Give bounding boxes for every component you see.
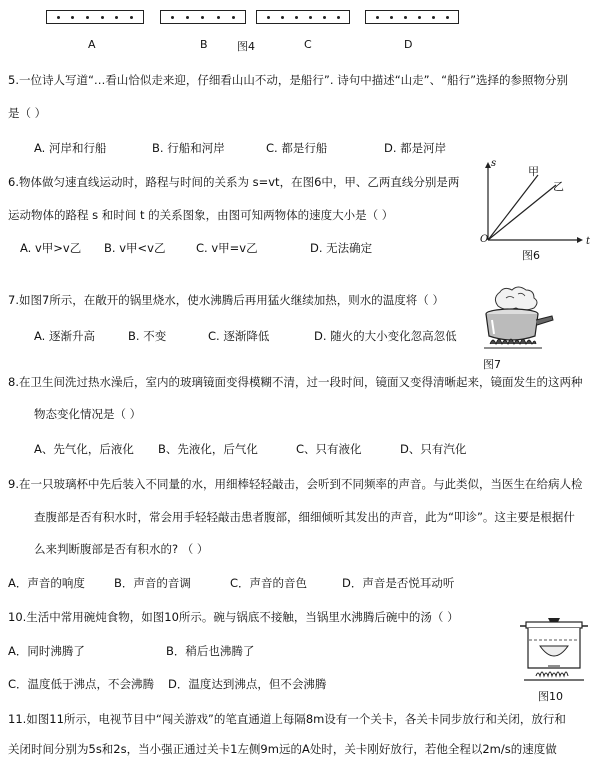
q11-text-line2: 关闭时间分别为5s和2s，当小强正通过关卡1左侧9m远的A处时，关卡刚好放行，若他全程以2m/s的速度做 [8, 742, 557, 756]
q6-option-a: A. v甲>v乙 [20, 241, 82, 255]
fig4-label-d: D [404, 38, 413, 51]
q7-option-c: C. 逐渐降低 [208, 329, 270, 343]
q8-text-line1: 8.在卫生间洗过热水澡后，室内的玻璃镜面变得模糊不清，过一段时间，镜面又变得清晰起来，镜面发生的这两种 [8, 375, 583, 389]
q5-option-a: A. 河岸和行船 [34, 141, 107, 155]
q10-text: 10.生活中常用碗炖食物，如图10所示。碗与锅底不接触，当锅里水沸腾后碗中的汤（ ） [8, 610, 459, 624]
q9-option-a: A．声音的响度 [8, 576, 85, 590]
q9-option-b: B．声音的音调 [114, 576, 191, 590]
q6-option-d: D. 无法确定 [310, 241, 373, 255]
q5-text-line2: 是（ ） [8, 106, 47, 120]
q8-option-d: D、只有汽化 [400, 442, 467, 456]
fig6-line-jia-label: 甲 [528, 165, 539, 178]
q10-option-d: D．温度达到沸点，但不会沸腾 [168, 677, 327, 691]
q5-option-c: C. 都是行船 [266, 141, 328, 155]
q10-option-c: C．温度低于沸点，不会沸腾 [8, 677, 155, 691]
figure-7-boiling-pot-illustration [476, 284, 556, 358]
q9-option-c: C．声音的音色 [230, 576, 308, 590]
q5-text-line1: 5.一位诗人写道“…看山恰似走来迎，仔细看山山不动，是船行”. 诗句中描述“山走”、“船行”选择的参照物分别 [8, 73, 569, 87]
fig6-caption: 图6 [522, 249, 540, 262]
q6-text-line1: 6.物体做匀速直线运动时，路程与时间的关系为 s=vt，在图6中，甲、乙两直线分别是两 [8, 175, 460, 189]
q9-option-d: D．声音是否悦耳动听 [342, 576, 455, 590]
q8-option-b: B、先液化，后气化 [158, 442, 258, 456]
fig4-label-a: A [88, 38, 96, 51]
fig4-strip-b [160, 10, 246, 24]
figure-10-bowl-in-pot-illustration [514, 612, 594, 688]
q8-text-line2: 物态变化情况是（ ） [34, 407, 142, 421]
fig4-strip-d [365, 10, 459, 24]
q7-text: 7.如图7所示，在敞开的锅里烧水，使水沸腾后再用猛火继续加热，则水的温度将（ ） [8, 293, 444, 307]
q7-option-b: B. 不变 [128, 329, 167, 343]
fig6-y-label: s [491, 158, 497, 169]
q5-option-b: B. 行船和河岸 [152, 141, 225, 155]
q9-text-line3: 么来判断腹部是否有积水的? （ ） [34, 542, 209, 556]
fig4-strip-a [46, 10, 144, 24]
fig6-line-yi-label: 乙 [553, 180, 564, 193]
q10-option-b: B．稍后也沸腾了 [166, 644, 255, 658]
q11-text-line1: 11.如图11所示，电视节目中“闯关游戏”的笔直通道上每隔8m设有一个关卡，各关卡同步放行和关闭，放行和 [8, 712, 566, 726]
q7-option-a: A. 逐渐升高 [34, 329, 95, 343]
fig7-caption: 图7 [483, 358, 501, 371]
q9-text-line2: 查腹部是否有积水时，常会用手轻轻敲击患者腹部，细细倾听其发出的声音，此为“叩诊”。这主要是根据什 [34, 510, 575, 524]
fig6-origin-label: O [480, 234, 489, 245]
fig4-label-c: C [304, 38, 312, 51]
fig4-strip-c [256, 10, 350, 24]
q6-option-c: C. v甲=v乙 [196, 241, 258, 255]
q6-option-b: B. v甲<v乙 [104, 241, 166, 255]
q9-text-line1: 9.在一只玻璃杯中先后装入不同量的水，用细棒轻轻敲击，会听到不同频率的声音。与此类似，当医生在给病人检 [8, 477, 583, 491]
q10-option-a: A．同时沸腾了 [8, 644, 85, 658]
q8-option-c: C、只有液化 [296, 442, 362, 456]
fig4-caption: 图4 [237, 40, 255, 53]
q6-text-line2: 运动物体的路程 s 和时间 t 的关系图象，由图可知两物体的速度大小是（ ） [8, 208, 394, 222]
q5-option-d: D. 都是河岸 [384, 141, 447, 155]
fig10-caption: 图10 [538, 690, 563, 703]
fig6-x-label: t [586, 236, 591, 247]
q7-option-d: D. 随火的大小变化忽高忽低 [314, 329, 457, 343]
q8-option-a: A、先气化，后液化 [34, 442, 134, 456]
fig4-label-b: B [200, 38, 208, 51]
